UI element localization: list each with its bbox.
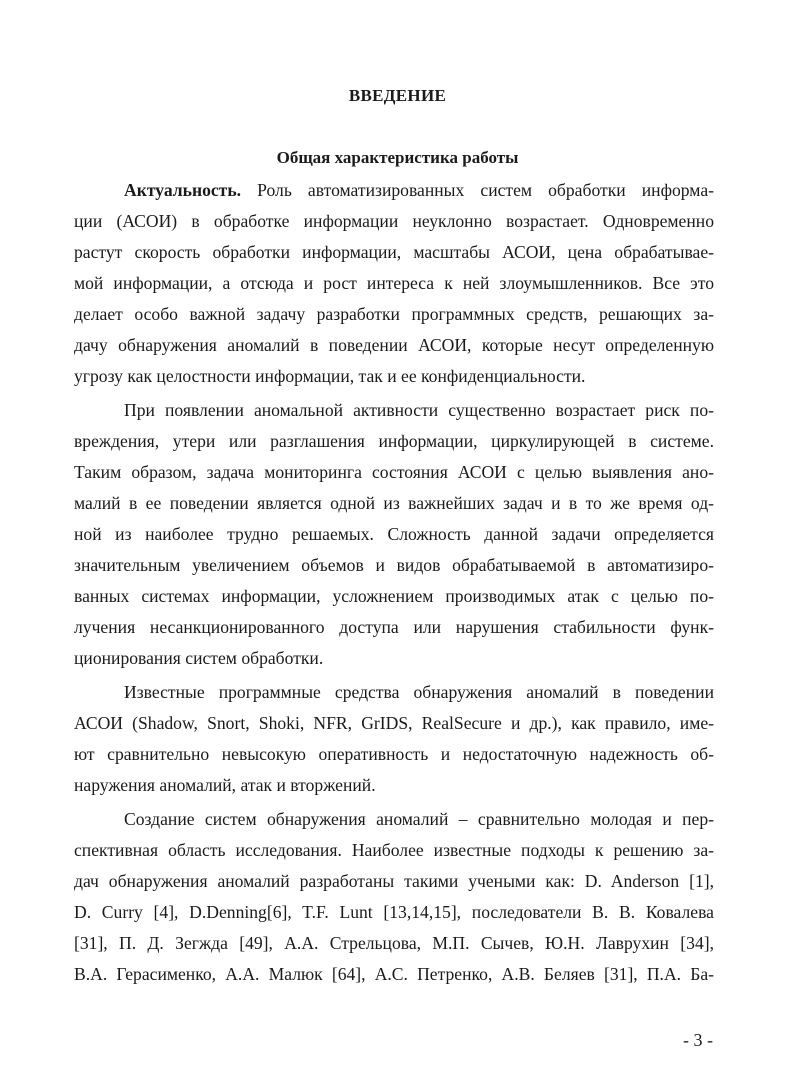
paragraph-1-line: ции (АСОИ) в обработке информации неуклонно возрастает. Одновременно (74, 211, 714, 231)
paragraph-2-line: ной из наиболее трудно решаемых. Сложность данной задачи определяется (74, 524, 714, 544)
paragraph-1-line: дачу обнаружения аномалий в поведении АСОИ, которые несут определенную (74, 335, 714, 355)
lead-term: Актуальность. (124, 180, 242, 200)
paragraph-1-line: мой информации, а отсюда и рост интереса к ней злоумышленников. Все это (74, 273, 714, 293)
paragraph-1-line: делает особо важной задачу разработки программных средств, решающих за- (74, 304, 714, 324)
paragraph-4-line: дач обнаружения аномалий разработаны такими учеными как: D. Anderson [1], (74, 871, 714, 891)
paragraph-4-line: Создание систем обнаружения аномалий – сравнительно молодая и пер- (124, 809, 714, 829)
page-title: ВВЕДЕНИЕ (348, 86, 447, 105)
paragraph-1-line (124, 180, 714, 200)
page-number: - 3 - (683, 1030, 713, 1050)
paragraph-2-line: лучения несанкционированного доступа или нарушения стабильности функ- (74, 617, 714, 637)
paragraph-3-line: ют сравнительно невысокую оперативность и недостаточную надежность об- (74, 744, 714, 764)
paragraph-2-line: вреждения, утери или разглашения информации, циркулирующей в системе. (74, 431, 714, 451)
paragraph-2-line: значительным увеличением объемов и видов обрабатываемой в автоматизиро- (74, 555, 714, 575)
paragraph-2-line: ванных системах информации, усложнением производимых атак с целью по- (74, 586, 714, 606)
paragraph-4-line: спективная область исследования. Наиболее известные подходы к решению за- (74, 840, 714, 860)
paragraph-4-line: В.А. Герасименко, А.А. Малюк [64], А.С. Петренко, А.В. Беляев [31], П.А. Ба- (74, 964, 714, 984)
paragraph-2-line: При появлении аномальной активности существенно возрастает риск по- (124, 400, 714, 420)
paragraph-1-line: растут скорость обработки информации, масштабы АСОИ, цена обрабатывае- (74, 242, 714, 262)
paragraph-2-line: малий в ее поведении является одной из важнейших задач и в то же время од- (74, 493, 714, 513)
paragraph-2-line: Таким образом, задача мониторинга состояния АСОИ с целью выявления ано- (74, 462, 714, 482)
paragraph-4-line: [31], П. Д. Зегжда [49], А.А. Стрельцова, М.П. Сычев, Ю.Н. Лаврухин [34], (74, 933, 714, 953)
paragraph-3-line: АСОИ (Shadow, Snort, Shoki, NFR, GrIDS, RealSecure и др.), как правило, име- (74, 713, 714, 733)
paragraph-3-line: наружения аномалий, атак и вторжений. (74, 775, 376, 795)
paragraph-2-line: ционирования систем обработки. (74, 648, 324, 668)
paragraph-4-line: D. Curry [4], D.Denning[6], T.F. Lunt [13,14,15], последователи В. В. Ковалева (74, 902, 714, 922)
paragraph-1-line-text: Роль автоматизированных систем обработки информа- (257, 180, 714, 200)
paragraph-1-line: угрозу как целостности информации, так и ее конфиденциальности. (74, 366, 586, 386)
section-subtitle: Общая характеристика работы (276, 148, 519, 167)
paragraph-3-line: Известные программные средства обнаружения аномалий в поведении (124, 682, 714, 702)
